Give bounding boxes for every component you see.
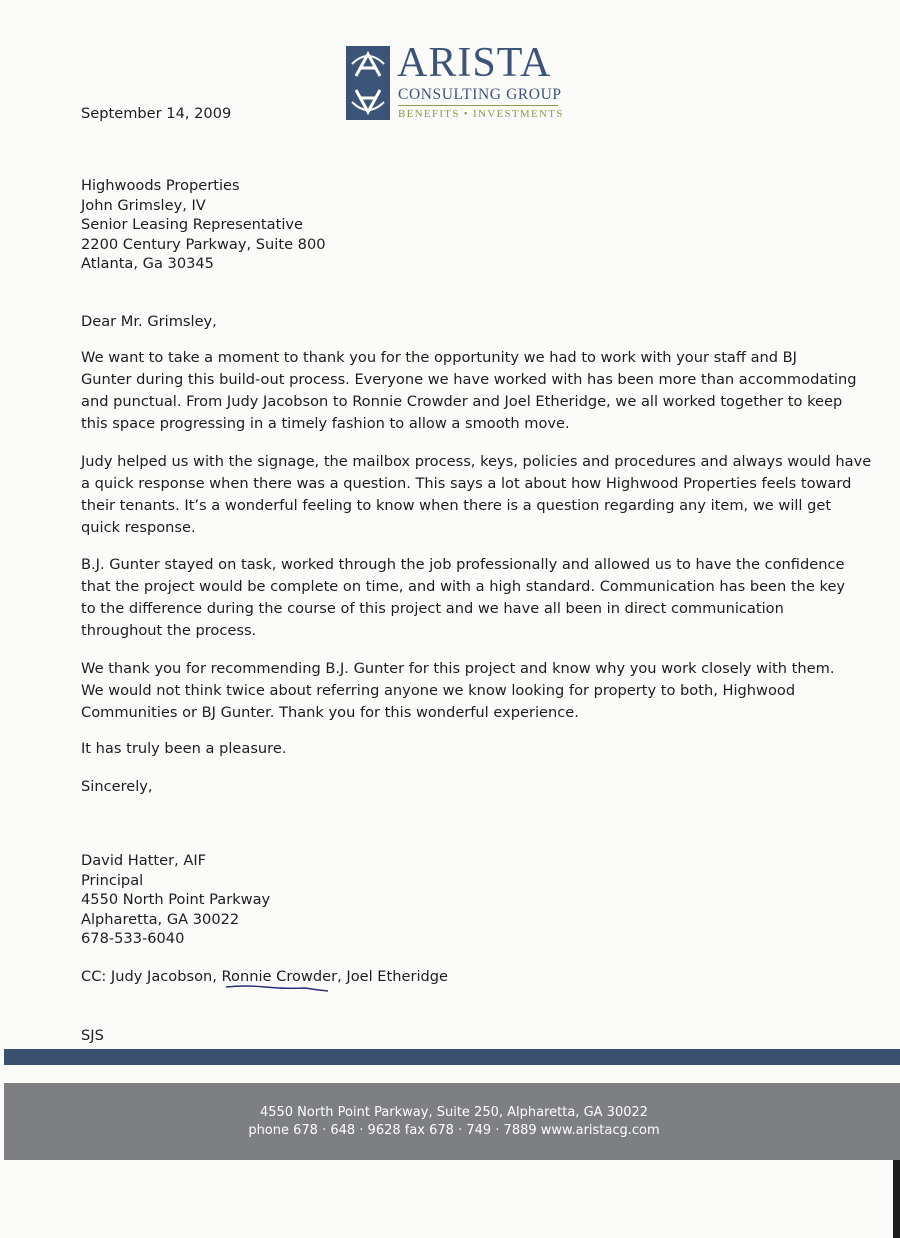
- paragraph-line: that the project would be complete on time, and with a high standard. Communication has been the key: [81, 578, 846, 595]
- paragraph-line: this space progressing in a timely fashion to allow a smooth move.: [81, 415, 570, 432]
- letter-date: September 14, 2009: [81, 105, 232, 122]
- handwritten-underline: [225, 984, 329, 992]
- scan-edge: [893, 1160, 900, 1238]
- arista-logo-mark: [346, 46, 390, 120]
- signature-line: 678-533-6040: [81, 930, 185, 947]
- recipient-line: Highwoods Properties: [81, 177, 240, 194]
- recipient-line: John Grimsley, IV: [81, 196, 206, 214]
- paragraph-line: and punctual. From Judy Jacobson to Ronnie Crowder and Joel Etheridge, we all worked together to keep: [81, 393, 843, 410]
- footer-address: 4550 North Point Parkway, Suite 250, Alpharetta, GA 30022: [259, 1105, 649, 1120]
- recipient-line: Senior Leasing Representative: [81, 216, 303, 233]
- company-subtitle: CONSULTING GROUP: [398, 86, 562, 103]
- closing-note: It has truly been a pleasure.: [81, 740, 287, 757]
- signature-line: David Hatter, AIF: [81, 852, 207, 869]
- paragraph-line: to the difference during the course of this project and we have all been in direct communication: [81, 600, 784, 617]
- paragraph-line: We want to take a moment to thank you for the opportunity we had to work with your staff and BJ: [81, 349, 797, 366]
- paragraph-line: quick response.: [81, 519, 196, 536]
- signature-line: Alpharetta, GA 30022: [81, 910, 240, 928]
- typist-initials: SJS: [81, 1027, 104, 1044]
- company-name: ARISTA: [397, 40, 552, 86]
- body-paragraph: [81, 347, 857, 435]
- paragraph-line: Gunter during this build-out process. Everyone we have worked with has been more than accommodating: [81, 371, 857, 388]
- signature-line: Principal: [81, 871, 144, 889]
- logo-divider: [398, 105, 558, 106]
- paragraph-line: We would not think twice about referring anyone we know looking for property to both, Highwood: [81, 682, 796, 699]
- footer-contact: phone 678 · 648 · 9628 fax 678 · 749 · 7889 www.aristacg.com: [248, 1123, 660, 1138]
- paragraph-line: their tenants. It’s a wonderful feeling to know when there is a question regarding any item, we will get: [81, 497, 832, 514]
- footer-panel: [4, 1083, 900, 1160]
- paragraph-line: a quick response when there was a question. This says a lot about how Highwood Properties feels toward: [81, 475, 852, 492]
- paragraph-line: Judy helped us with the signage, the mailbox process, keys, policies and procedures and always would have: [81, 453, 872, 470]
- recipient-line: Atlanta, Ga 30345: [81, 255, 214, 272]
- paragraph-line: throughout the process.: [81, 622, 257, 639]
- paragraph-line: B.J. Gunter stayed on task, worked through the job professionally and allowed us to have the confidence: [81, 556, 845, 573]
- footer-band: [4, 1049, 900, 1065]
- body-paragraph: [81, 451, 871, 539]
- body-paragraph: [81, 554, 845, 642]
- closing: Sincerely,: [81, 778, 153, 795]
- signature-block: [81, 851, 270, 949]
- paragraph-line: We thank you for recommending B.J. Gunter for this project and know why you work closely with them.: [81, 660, 835, 677]
- cc-line: CC: Judy Jacobson, Ronnie Crowder, Joel Etheridge: [81, 968, 449, 985]
- company-tagline: BENEFITS • INVESTMENTS: [398, 108, 564, 120]
- salutation: Dear Mr. Grimsley,: [81, 313, 217, 330]
- recipient-address-block: [81, 176, 326, 274]
- signature-line: 4550 North Point Parkway: [81, 891, 271, 908]
- body-paragraph: [81, 658, 834, 724]
- recipient-line: 2200 Century Parkway, Suite 800: [81, 235, 326, 253]
- paragraph-line: Communities or BJ Gunter. Thank you for this wonderful experience.: [81, 704, 579, 721]
